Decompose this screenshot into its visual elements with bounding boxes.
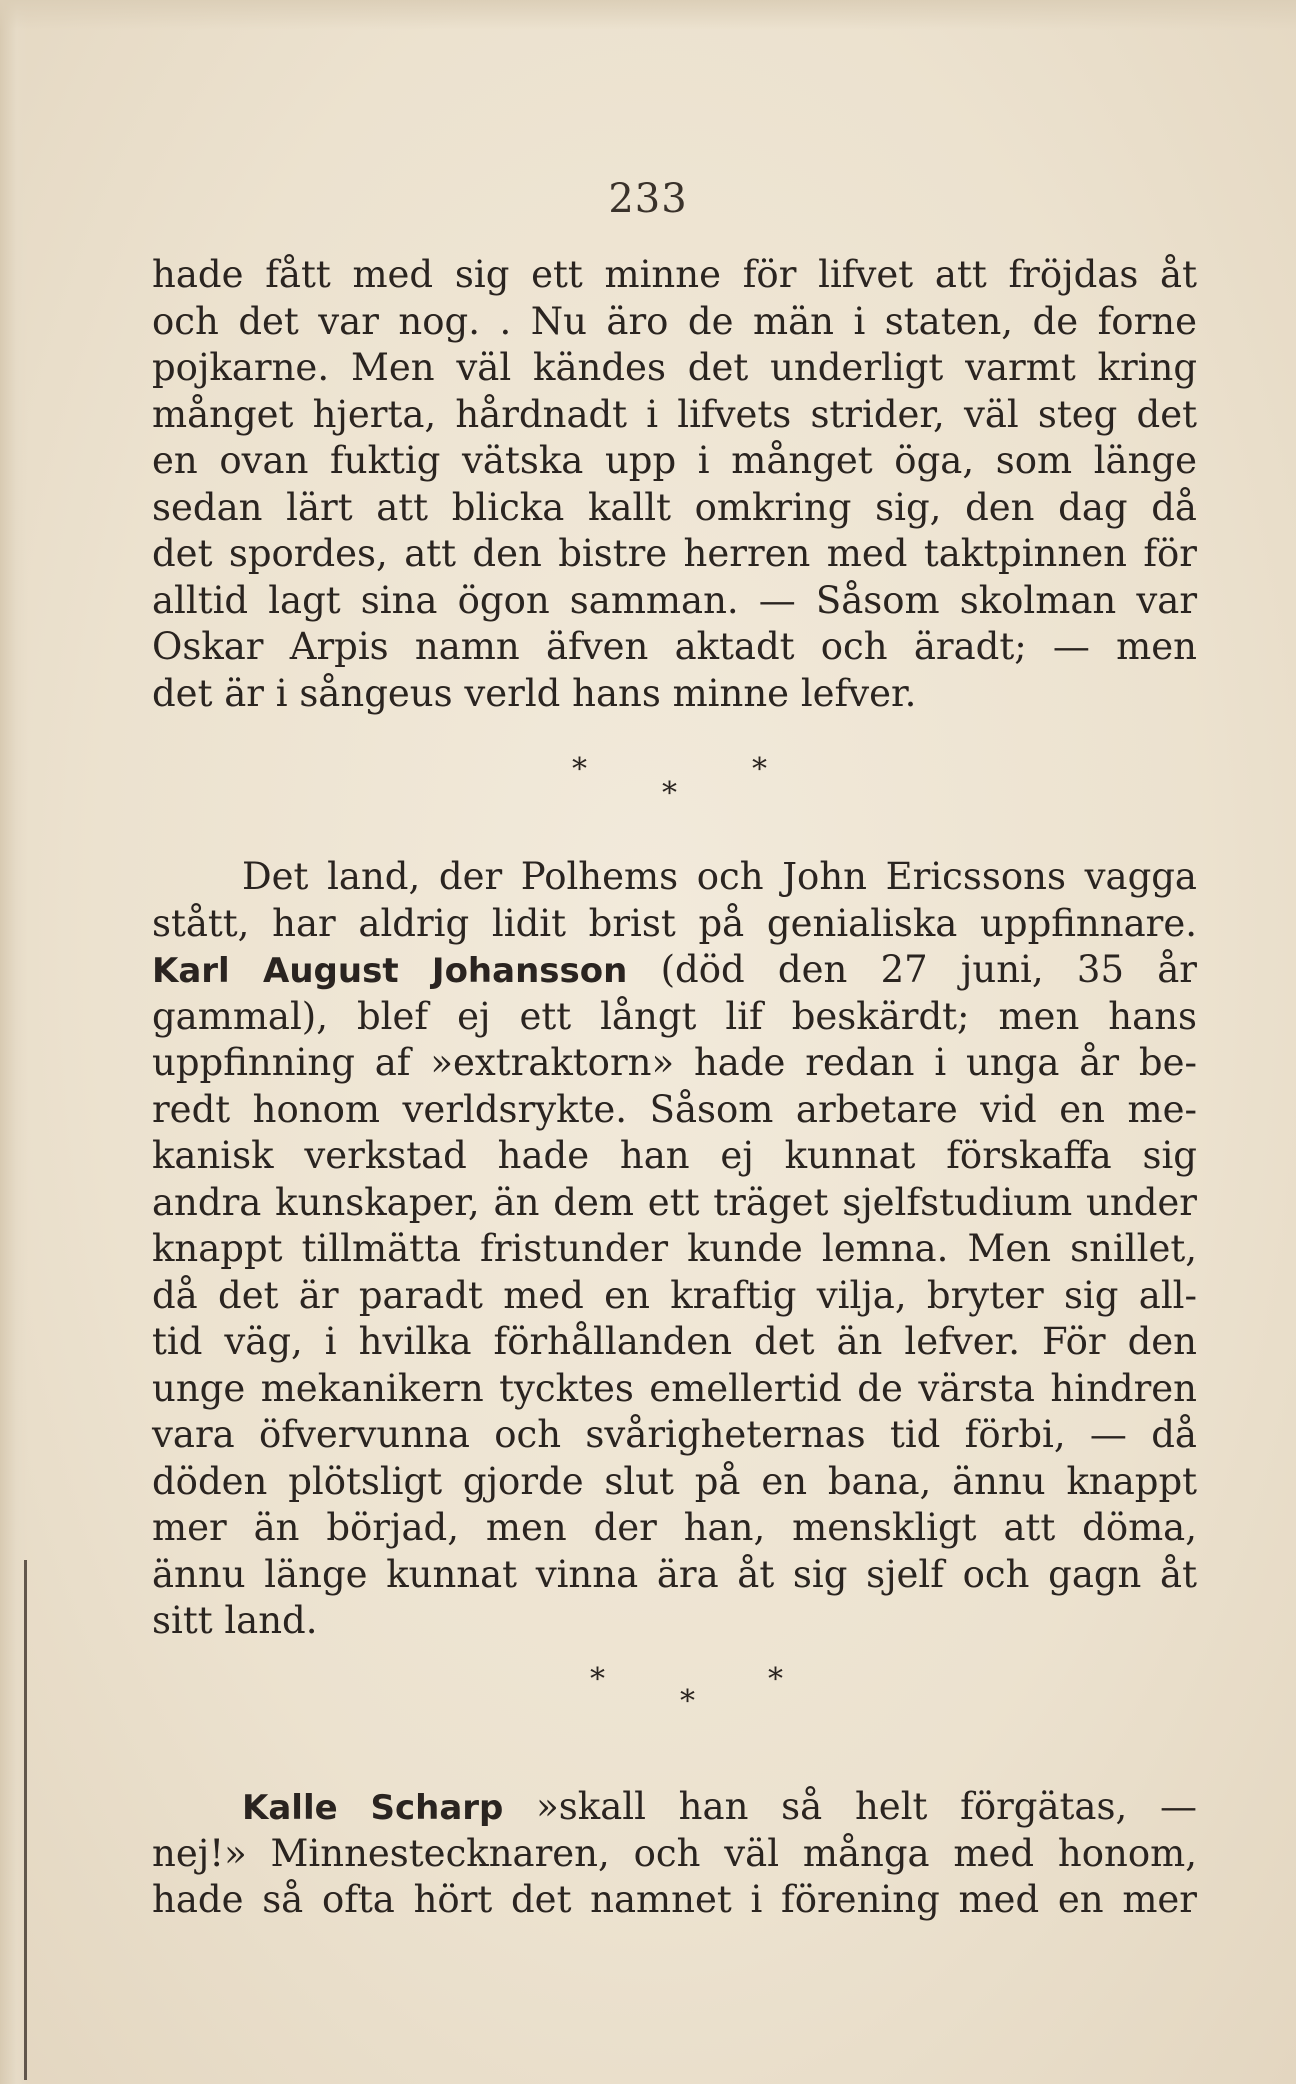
text-line: stått, har aldrig lidit brist på genialiska uppfinnare.	[152, 901, 1197, 945]
separator-asterisk: *	[572, 752, 587, 787]
text-line: sitt land.	[152, 1599, 318, 1642]
text-line: ännu länge kunnat vinna ära åt sig sjelf och gagn åt	[152, 1552, 1197, 1596]
separator-asterisk: *	[680, 1684, 695, 1719]
text-line: redt honom verldsrykte. Såsom arbetare vid en me-	[152, 1087, 1197, 1131]
text-line: då det är paradt med en kraftig vilja, bryter sig all-	[152, 1273, 1197, 1317]
text-line	[152, 1784, 1197, 1831]
text-line: andra kunskaper, än dem ett träget sjelfstudium under	[152, 1180, 1197, 1224]
text-line: alltid lagt sina ögon samman. — Såsom skolman var	[152, 578, 1197, 622]
binding-edge-line	[24, 1560, 27, 2080]
text-line	[152, 947, 1197, 994]
page-number: 233	[608, 176, 688, 222]
paragraph-karl-august-johansson	[152, 854, 1197, 1645]
text-line: knappt tillmätta fristunder kunde lemna. Men snillet,	[152, 1227, 1197, 1270]
text-fragment: (död den 27 juni, 35 år	[627, 948, 1197, 991]
page-top-edge-shadow	[0, 0, 1296, 30]
text-line: månget hjerta, hårdnadt i lifvets strider, väl steg det	[152, 392, 1197, 436]
person-name: Karl August Johansson	[152, 951, 628, 991]
text-line: en ovan fuktig vätska upp i månget öga, som länge	[152, 439, 1197, 482]
paragraph-oskar-arpis	[152, 252, 1197, 717]
separator-asterisk: *	[752, 752, 767, 787]
section-separator-asterisks	[0, 752, 1296, 822]
text-fragment: »skall han så helt förgätas, —	[503, 1785, 1197, 1828]
person-name: Kalle Scharp	[242, 1788, 504, 1828]
text-line: gammal), blef ej ett långt lif beskärdt; men hans	[152, 994, 1197, 1038]
separator-asterisk: *	[590, 1662, 605, 1697]
text-line: det är i sångeus verld hans minne lefver.	[152, 671, 917, 715]
text-line: det spordes, att den bistre herren med taktpinnen för	[152, 532, 1197, 575]
text-line: vara öfvervunna och svårigheternas tid förbi, — då	[152, 1413, 1197, 1456]
paragraph-kalle-scharp	[152, 1784, 1197, 1924]
text-line: tid väg, i hvilka förhållanden det än lefver. För den	[152, 1320, 1197, 1363]
text-line: och det var nog. . Nu äro de män i staten, de forne	[152, 299, 1197, 343]
section-separator-asterisks	[0, 1662, 1296, 1732]
text-line: unge mekanikern tycktes emellertid de värsta hindren	[152, 1366, 1197, 1410]
text-line: hade så ofta hört det namnet i förening med en mer	[152, 1878, 1197, 1921]
text-line: kanisk verkstad hade han ej kunnat förskaffa sig	[152, 1134, 1197, 1177]
separator-asterisk: *	[768, 1662, 783, 1697]
separator-asterisk: *	[662, 776, 677, 811]
text-line: sedan lärt att blicka kallt omkring sig, den dag då	[152, 485, 1197, 529]
text-line: mer än börjad, men der han, menskligt att döma,	[152, 1506, 1197, 1549]
text-line: döden plötsligt gjorde slut på en bana, ännu knappt	[152, 1459, 1197, 1503]
text-line: nej!» Minnestecknaren, och väl många med honom,	[152, 1831, 1197, 1875]
text-line: hade fått med sig ett minne för lifvet att fröjdas åt	[152, 253, 1197, 296]
text-line: uppfinning af »extraktorn» hade redan i unga år be-	[152, 1041, 1197, 1084]
text-line: pojkarne. Men väl kändes det underligt varmt kring	[152, 346, 1197, 389]
text-line: Oskar Arpis namn äfven aktadt och äradt; — men	[152, 625, 1197, 668]
text-line: Det land, der Polhems och John Ericssons vagga	[242, 855, 1197, 898]
